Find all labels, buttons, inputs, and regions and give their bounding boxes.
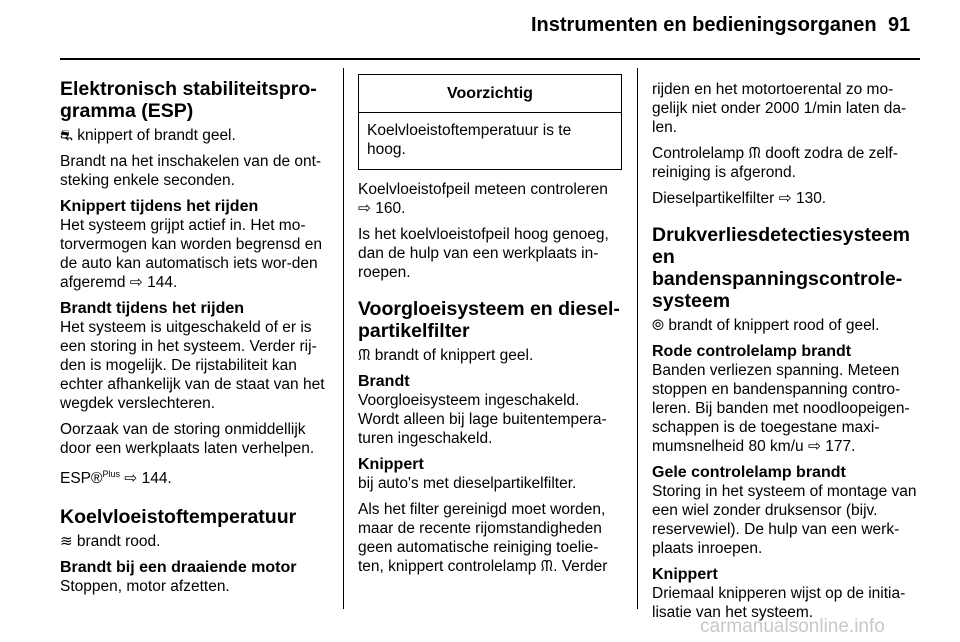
engine-running-heading: Brandt bij een draaiende motor [60, 559, 297, 577]
lamp-text-a: Controlelamp [652, 145, 745, 162]
column-3 [652, 60, 928, 629]
column-1 [60, 60, 330, 603]
arrow-icon: ⇨ [807, 438, 821, 455]
esp-plus-label: ESP® [60, 470, 103, 488]
tpms-blink-text: Driemaal knipperen wijst op de initia-lisatie van het systeem. [652, 585, 906, 621]
caution-title: Voorzichtig [359, 75, 621, 113]
glow-plug-icon: ᙏ [540, 558, 554, 575]
arrow-icon: ⇨ [358, 200, 371, 217]
esp-start-text: Brandt na het inschakelen van de ont-steking enkele seconden. [60, 153, 322, 189]
tpms-icon: ⦾ [652, 317, 665, 334]
page-ref[interactable]: 130. [791, 190, 827, 207]
page-ref[interactable]: 160. [371, 200, 406, 217]
glow-status: brandt of knippert geel. [370, 347, 534, 364]
filter-text-end: . Verder [553, 558, 608, 575]
blinks-heading: Knippert [358, 456, 424, 473]
yellow-lamp-text: Storing in het systeem of montage van een wiel zonder druksensor (bijv. reservewiel). De hulp van een werk-plaats inroepen. [652, 483, 917, 557]
burn-while-driving-text: Het systeem is uitgeschakeld of er is een storing in het systeem. Verder rij-den is mogelijk. De rijstabiliteit kan echter afhankelijk van de staat van het wegdek verslechteren. [60, 319, 325, 412]
page-header-title: Instrumenten en bedieningsorganen [531, 14, 877, 36]
caution-box [358, 74, 622, 170]
continuation-text: rijden en het motortoerental zo mo-gelijk niet onder 2000 1/min laten da-len. [652, 81, 907, 136]
glow-plug-icon: ᙏ [358, 347, 371, 364]
page-ref[interactable]: 144. [137, 470, 172, 488]
engine-running-text: Stoppen, motor afzetten. [60, 578, 230, 596]
column-divider-2 [637, 68, 638, 609]
coolant-heading: Koelvloeistoftemperatuur [60, 506, 297, 529]
blink-while-driving-heading: Knippert tijdens het rijden [60, 198, 259, 215]
red-lamp-heading: Rode controlelamp brandt [652, 343, 852, 360]
burns-heading: Brandt [358, 373, 410, 390]
tpms-heading: Drukverliesdetectiesysteem en bandenspanningscontrole-systeem [652, 224, 910, 312]
coolant-icon: ≋ [60, 533, 73, 551]
lamp-text-b: dooft zodra de zelf-reiniging is afgerond. [652, 145, 898, 181]
red-lamp-text: Banden verliezen spanning. Meteen stoppen en bandenspanning contro-leren. Bij banden met noodloopeigen-schappen is de toegestane maxi-mumsnelheid 80 km/u [652, 362, 910, 455]
coolant-level-text: Koelvloeistofpeil meteen controleren [358, 181, 608, 198]
page-number: 91 [888, 14, 911, 36]
burn-while-driving-heading: Brandt tijdens het rijden [60, 300, 245, 317]
arrow-icon: ⇨ [129, 274, 143, 291]
esp-icon: ⛐ [60, 127, 73, 144]
arrow-icon: ⇨ [778, 190, 792, 207]
fault-cause-text: Oorzaak van de storing onmiddellijk door een werkplaats laten verhelpen. [60, 421, 315, 457]
blinks-text: bij auto's met dieselpartikelfilter. [358, 475, 577, 492]
watermark: carmanualsonline.info [700, 616, 885, 637]
page-ref[interactable]: 144. [142, 274, 178, 291]
glow-heading: Voorgloeisysteem en diesel-partikelfilter [358, 298, 620, 342]
glow-plug-icon: ᙏ [748, 145, 761, 162]
yellow-lamp-heading: Gele controlelamp brandt [652, 464, 846, 481]
column-divider-1 [343, 68, 344, 609]
tpms-status: brandt of knippert rood of geel. [664, 317, 880, 334]
coolant-status: brandt rood. [72, 533, 161, 551]
arrow-icon: ⇨ [124, 470, 138, 488]
esp-status: knippert of brandt geel. [72, 127, 236, 144]
esp-heading: Elektronisch stabiliteitspro-gramma (ESP) [60, 78, 317, 122]
filter-text: Als het filter gereinigd moet worden, maar de recente rijomstandigheden geen automatische reiniging toelie-ten, knippert controlelamp [358, 501, 606, 575]
column-2 [358, 60, 624, 583]
coolant-high-text: Is het koelvloeistofpeil hoog genoeg, dan de hulp van een werkplaats in-roepen. [358, 226, 609, 281]
blink-while-driving-text: Het systeem grijpt actief in. Het mo-torvermogen kan worden begrensd en de auto kan automatisch iets wor-den afgeremd [60, 217, 322, 291]
esp-plus-superscript: Plus [102, 469, 120, 479]
burns-text: Voorgloeisysteem ingeschakeld. Wordt alleen bij lage buitentempera-turen ingeschakeld. [358, 392, 607, 447]
page-ref[interactable]: 177. [820, 438, 856, 455]
caution-text: Koelvloeistoftemperatuur is te hoog. [367, 122, 572, 158]
tpms-blink-heading: Knippert [652, 566, 718, 583]
dpf-text: Dieselpartikelfilter [652, 190, 775, 207]
